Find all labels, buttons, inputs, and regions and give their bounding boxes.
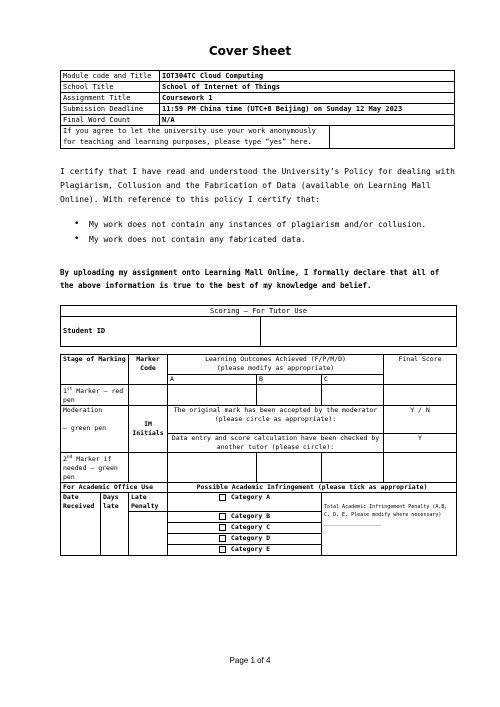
academic-office-header: For Academic Office Use <box>61 483 168 493</box>
entry-check-text: Data entry and score calculation have been checked by another tutor (please circle): <box>168 434 384 453</box>
category-b-label: Category B <box>230 512 271 521</box>
table-row <box>61 93 455 104</box>
category-c-label: Category C <box>230 523 271 532</box>
info-value: Coursework 1 <box>160 93 455 104</box>
final-score-header: Final Score <box>384 355 457 385</box>
student-id-field[interactable] <box>261 317 457 347</box>
agree-text: If you agree to let the university use your work anonymously for teaching and learning purposes, please type “yes” here. <box>61 126 330 149</box>
stage-of-marking-header: Stage of Marking <box>61 355 129 385</box>
date-received-header: Date Received <box>61 493 101 556</box>
list-item: • My work does not contain any instances of plagiarism and/or collusion. <box>74 217 426 232</box>
first-marker-a[interactable] <box>168 385 257 406</box>
info-label: Submission Deadline <box>61 104 160 115</box>
checkbox-icon <box>219 524 226 531</box>
marking-table <box>60 354 457 556</box>
info-value: 11:59 PM China time (UTC+8 Beijing) on Sunday 12 May 2023 <box>160 104 455 115</box>
certify-bullet-list <box>74 217 426 247</box>
info-label: Final Word Count <box>61 115 160 126</box>
outcomes-header-note: (please modify as appropriate) <box>216 364 335 372</box>
table-row <box>61 306 457 317</box>
first-marker-text: Marker – red pen <box>63 387 124 405</box>
table-row <box>61 115 455 126</box>
declaration-text: By uploading my assignment onto Learning Mall Online, I formally declare that all of the above information is true to the best of my knowledge and belief. <box>60 268 440 290</box>
category-a-label: Category A <box>230 493 271 502</box>
list-item: • My work does not contain any fabricated data. <box>74 232 426 247</box>
table-row <box>61 71 455 82</box>
late-penalty-header: Late Penalty <box>129 493 168 512</box>
category-d-label: Category D <box>230 534 271 543</box>
table-row <box>61 385 457 406</box>
info-value: N/A <box>160 115 455 126</box>
category-b[interactable] <box>168 512 322 523</box>
second-marker-score[interactable] <box>384 453 457 483</box>
moderation-text: The original mark has been accepted by the moderator (please circle as appropriate): <box>168 406 384 434</box>
second-marker-code[interactable] <box>129 453 168 483</box>
category-d[interactable] <box>168 534 322 545</box>
outcomes-header <box>168 355 384 375</box>
info-label: Module code and Title <box>61 71 160 82</box>
first-marker-b[interactable] <box>257 385 322 406</box>
im-initials: IM Initials <box>129 406 168 453</box>
outcome-col-a: A <box>168 375 257 385</box>
second-marker-label <box>61 453 129 483</box>
student-id-label: Student ID <box>61 317 261 347</box>
table-row <box>61 317 457 347</box>
info-label: School Title <box>61 82 160 93</box>
assignment-info-table <box>60 70 455 149</box>
moderation-title: Moderation <box>63 406 103 415</box>
entry-check-choice[interactable]: Y <box>384 434 457 453</box>
first-marker-code[interactable] <box>129 385 168 406</box>
second-marker-suffix: nd <box>66 455 73 461</box>
table-row <box>61 82 455 93</box>
page-title: Cover Sheet <box>208 44 292 58</box>
scoring-table <box>60 305 457 347</box>
checkbox-icon <box>219 494 226 501</box>
moderation-pen: – green pen <box>63 424 107 433</box>
moderation-label <box>61 406 129 453</box>
info-label: Assignment Title <box>61 93 160 104</box>
certify-paragraph: I certify that I have read and understood the University’s Policy for dealing with Plagiarism, Collusion and the Fabrication of Data (available on Learning Mall Online). With reference to this policy I certify that: <box>60 167 455 204</box>
outcomes-header-line: Learning Outcomes Achieved (F/P/M/D) <box>205 355 346 363</box>
checkbox-icon <box>219 535 226 542</box>
marker-code-header: Marker Code <box>129 355 168 385</box>
table-row <box>61 493 457 512</box>
category-e[interactable] <box>168 545 322 556</box>
second-marker-number: 2 <box>63 455 67 464</box>
table-row <box>61 483 457 493</box>
first-marker-c[interactable] <box>322 385 384 406</box>
second-marker-c[interactable] <box>322 453 384 483</box>
checkbox-icon <box>219 546 226 553</box>
first-marker-score[interactable] <box>384 385 457 406</box>
table-row <box>61 355 457 375</box>
days-late-header: Days late <box>101 493 129 556</box>
agree-input[interactable] <box>330 126 455 149</box>
late-penalty-value[interactable] <box>129 512 168 556</box>
first-marker-suffix: st <box>66 387 73 392</box>
checkbox-icon <box>219 513 226 520</box>
second-marker-text: Marker if needed – green pen <box>63 455 118 482</box>
infringement-header: Possible Academic Infringement (please tick as appropriate) <box>168 483 457 493</box>
second-marker-a[interactable] <box>168 453 257 483</box>
outcome-col-b: B <box>257 375 322 385</box>
category-c[interactable] <box>168 523 322 534</box>
table-row <box>61 406 457 434</box>
table-row <box>61 126 455 149</box>
total-penalty-text: Total Academic Infringement Penalty (A,B, C, D, E, Please modify where necessary) ___________________ <box>322 493 457 556</box>
table-row <box>61 453 457 483</box>
first-marker-number: 1 <box>63 387 67 396</box>
category-a[interactable] <box>168 493 322 512</box>
outcome-col-c: C <box>322 375 384 385</box>
moderation-choice[interactable]: Y / N <box>384 406 457 434</box>
category-e-label: Category E <box>230 545 271 554</box>
first-marker-label <box>61 385 129 406</box>
info-value: School of Internet of Things <box>160 82 455 93</box>
scoring-header: Scoring – For Tutor Use <box>61 306 457 317</box>
second-marker-b[interactable] <box>257 453 322 483</box>
table-row <box>61 104 455 115</box>
page-number: Page 1 of 4 <box>229 656 271 665</box>
info-value: IOT304TC Cloud Computing <box>160 71 455 82</box>
